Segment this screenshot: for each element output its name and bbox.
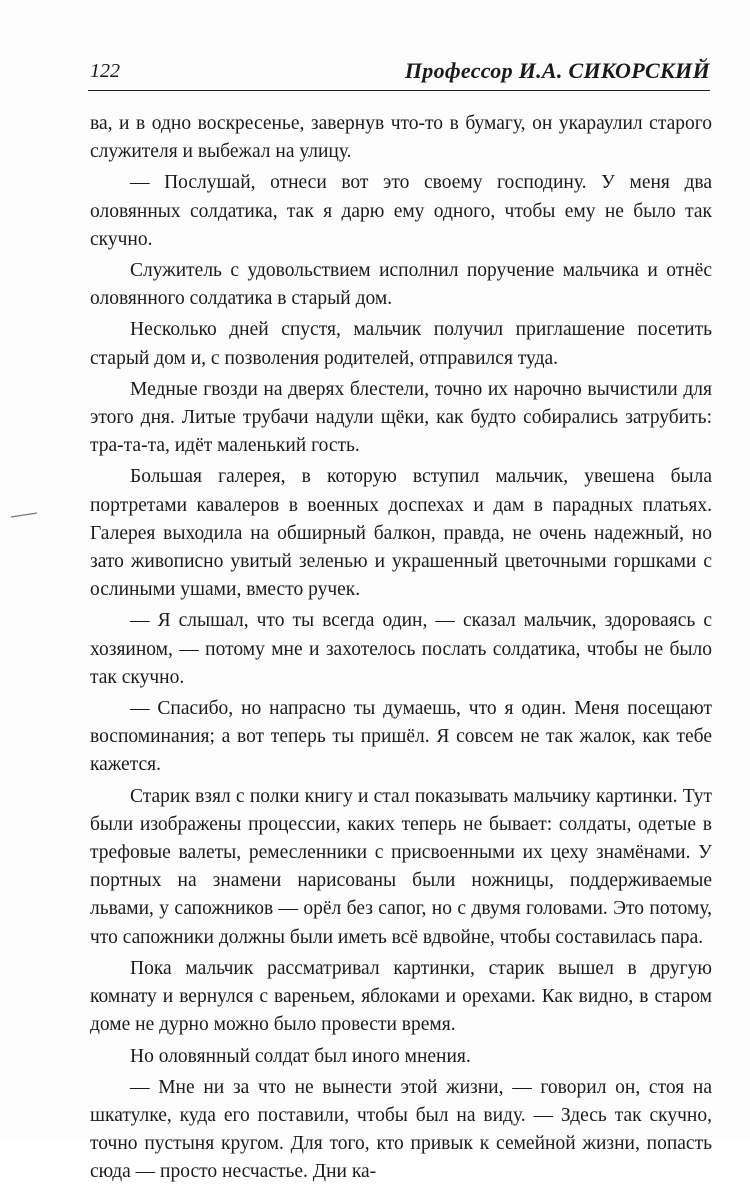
paragraph: Старик взял с полки книгу и стал показывать мальчику картинки. Тут были изображены процессии, каких теперь не бывает: солдаты, одетые в трефовые валеты, ремесленники с присвоенными их цеху знамёнами. У портных на знамени нарисованы были ножницы, поддерживаемые львами, у сапожников — орёл без сапог, но с двумя головами. Это потому, что сапожники должны были иметь всё вдвойне, чтобы составилась пара.	[90, 785, 712, 948]
running-head: Профессор И.А. СИКОРСКИЙ	[404, 58, 710, 83]
paragraph: — Я слышал, что ты всегда один, — сказал мальчик, здороваясь с хозяином, — потому мне и захотелось послать солдатика, чтобы не было так скучно.	[90, 610, 712, 688]
paragraph: ва, и в одно воскресенье, завернув что-то в бумагу, он укараулил старого служителя и выбежал на улицу.	[90, 113, 712, 163]
paragraph: Несколько дней спустя, мальчик получил приглашение посетить старый дом и, с позволения родителей, отправился туда.	[90, 319, 712, 369]
paragraph: Но оловянный солдат был иного мнения.	[130, 1045, 471, 1067]
paragraph: Большая галерея, в которую вступил мальчик, увешена была портретами кавалеров в военных доспехах и дам в парадных платьях. Галерея выходила на обширный балкон, правда, не очень надежный, но зато живописно увитый зеленью и украшенный цветочными горшками с ослиными ушами, вместо ручек.	[90, 466, 712, 601]
body-text	[90, 110, 712, 1190]
margin-pencil-mark	[10, 512, 38, 518]
paragraph: Медные гвозди на дверях блестели, точно их нарочно вычистили для этого дня. Литые трубачи надули щёки, как будто собирались затрубить: тра-та-та, идёт маленький гость.	[90, 378, 712, 457]
paragraph: — Мне ни за что не вынести этой жизни, — говорил он, стоя на шкатулке, куда его поставили, чтобы был на виду. — Здесь так скучно, точно пустыня кругом. Для того, кто привык к семейной жизни, попасть сюда — просто несчастье. Дни ка-	[90, 1076, 712, 1183]
paragraph: — Послушай, отнеси вот это своему господину. У меня два оловянных солдатика, так я дарю ему одного, чтобы ему не было так скучно.	[90, 172, 712, 250]
paragraph: Служитель с удовольствием исполнил поручение мальчика и отнёс оловянного солдатика в старый дом.	[90, 260, 712, 310]
page-number: 122	[90, 60, 120, 82]
page-header	[88, 56, 710, 91]
paragraph: Пока мальчик рассматривал картинки, старик вышел в другую комнату и вернулся с вареньем, яблоками и орехами. Как видно, в старом доме не дурно можно было провести время.	[90, 957, 712, 1036]
paragraph: — Спасибо, но напрасно ты думаешь, что я один. Меня посещают воспоминания; а вот теперь ты пришёл. Я совсем не так жалок, как тебе кажется.	[90, 698, 712, 776]
